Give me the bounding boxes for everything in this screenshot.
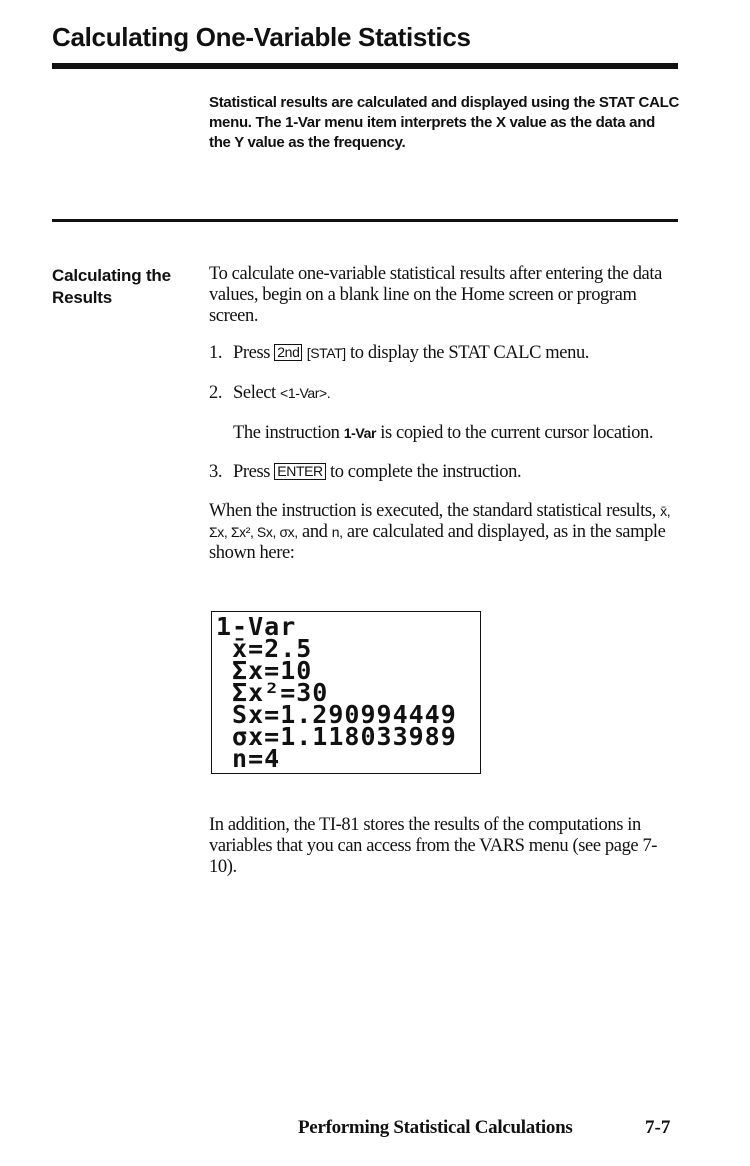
page-number: 7-7	[645, 1117, 671, 1138]
step-3-suffix: to complete the instruction.	[329, 462, 522, 482]
intro-summary: Statistical results are calculated and displayed using the STAT CALC menu. The 1-Var menu item interprets the X value as the data and the Y value as the frequency.	[209, 94, 680, 151]
page-title: Calculating One-Variable Statistics	[52, 22, 471, 52]
footer-chapter-title: Performing Statistical Calculations	[298, 1117, 573, 1138]
step-1-suffix: to display the STAT CALC menu.	[350, 343, 590, 363]
results-variables: x̄, Σx, Σx², Sx, σx,	[209, 503, 671, 540]
screen-line: Σx=10	[216, 656, 313, 685]
step-2-number: 2.	[209, 383, 223, 403]
step-3	[209, 462, 684, 483]
screen-line: Σx²=30	[216, 678, 329, 707]
menu-item-1var: <1-Var>.	[280, 385, 331, 401]
step-1	[209, 343, 684, 364]
section-heading	[52, 265, 202, 309]
step-2	[209, 383, 684, 404]
instruction-code: 1-Var	[343, 425, 377, 441]
screen-line: Sx=1.290994449	[216, 700, 457, 729]
step-3-prefix: Press	[233, 462, 271, 482]
screen-line: n=4	[216, 744, 281, 773]
note-suffix: is copied to the current cursor location.	[380, 423, 654, 443]
screen-line: x̄=2.5	[216, 634, 313, 663]
results-and: and	[302, 522, 328, 542]
key-enter: ENTER	[274, 463, 325, 480]
stat-key-label: [STAT]	[306, 345, 346, 361]
vars-paragraph: In addition, the TI-81 stores the results of the computations in variables that you can access from the VARS menu (see page 7-10).	[209, 815, 658, 877]
calculator-screen	[211, 611, 481, 774]
results-prefix: When the instruction is executed, the standard statistical results,	[209, 501, 656, 521]
results-n: n,	[331, 524, 343, 540]
step-3-number: 3.	[209, 462, 223, 482]
results-suffix: are calculated and displayed, as in the sample shown here:	[209, 522, 666, 563]
key-2nd: 2nd	[274, 344, 302, 361]
step-2-prefix: Select	[233, 383, 276, 403]
section-heading-line1: Calculating the	[52, 266, 171, 285]
step-2-note	[209, 423, 684, 444]
note-prefix: The instruction	[233, 423, 340, 443]
section-divider	[52, 219, 678, 222]
step-1-prefix: Press	[233, 343, 271, 363]
screen-line: σx=1.118033989	[216, 722, 457, 751]
screen-line: 1-Var	[216, 612, 297, 641]
top-divider	[52, 63, 678, 69]
results-paragraph	[209, 501, 684, 564]
section-heading-line2: Results	[52, 288, 113, 307]
section-body	[209, 264, 684, 564]
intro-paragraph: To calculate one-variable statistical results after entering the data values, begin on a blank line on the Home screen or program screen.	[209, 264, 662, 326]
step-1-number: 1.	[209, 343, 223, 363]
